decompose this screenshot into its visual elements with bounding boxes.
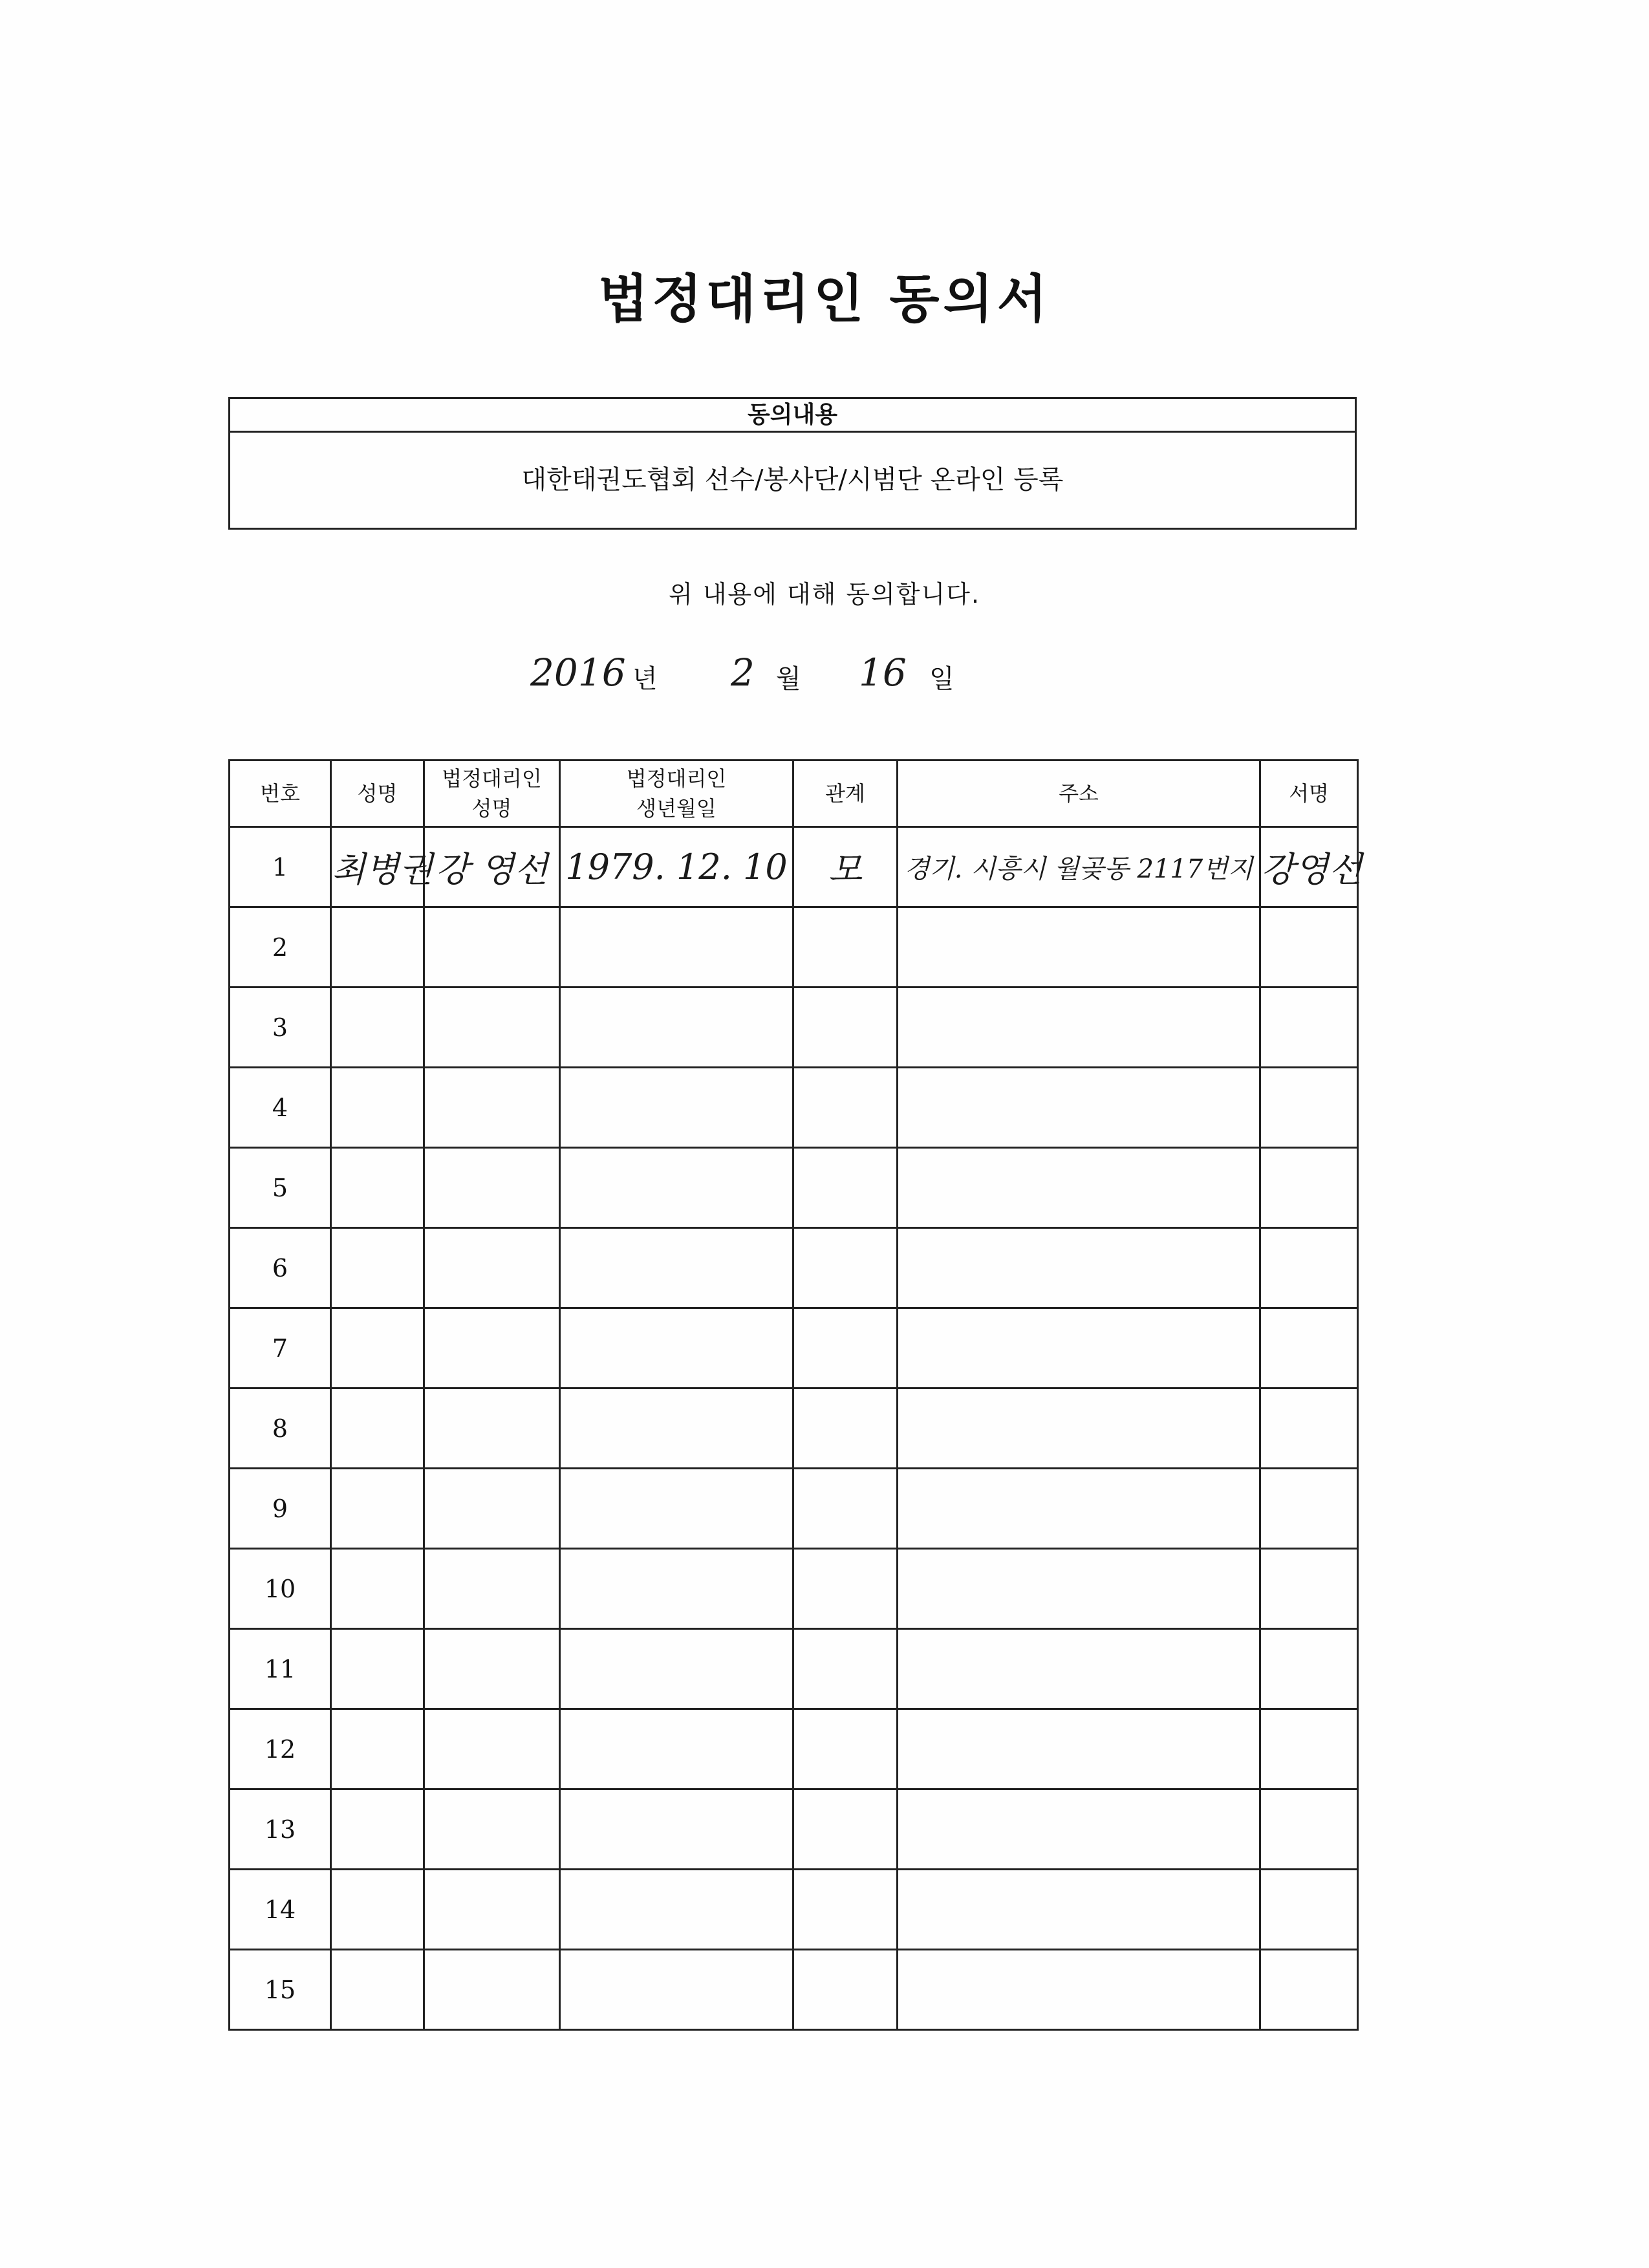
cell-relation-handwriting: 모: [828, 849, 863, 890]
cell-signature[interactable]: [1260, 1549, 1358, 1629]
cell-relation[interactable]: [793, 1308, 898, 1388]
cell-number: 3: [230, 988, 331, 1068]
cell-guardian-birth[interactable]: [560, 1148, 793, 1228]
consent-body: 대한태권도협회 선수/봉사단/시범단 온라인 등록: [521, 465, 1064, 495]
cell-guardian-name[interactable]: [424, 1308, 560, 1388]
cell-signature[interactable]: [1260, 1068, 1358, 1148]
cell-address[interactable]: [898, 1308, 1260, 1388]
header-guardian-birth-line2: 생년월일: [636, 796, 717, 821]
cell-address[interactable]: [898, 1068, 1260, 1148]
cell-relation[interactable]: [793, 1629, 898, 1709]
table-row: [230, 1950, 1358, 2030]
cell-address[interactable]: [898, 1549, 1260, 1629]
cell-address[interactable]: [898, 1789, 1260, 1870]
cell-signature[interactable]: [1260, 1469, 1358, 1549]
table-row: [230, 988, 1358, 1068]
cell-guardian-birth-handwriting: 1979. 12. 10: [565, 847, 788, 887]
cell-name[interactable]: [331, 1469, 424, 1549]
cell-name[interactable]: [331, 1549, 424, 1629]
cell-number: 10: [230, 1549, 331, 1629]
cell-number: 11: [230, 1629, 331, 1709]
cell-guardian-name[interactable]: [424, 1629, 560, 1709]
cell-relation[interactable]: [793, 1950, 898, 2030]
cell-name[interactable]: [331, 1789, 424, 1870]
cell-relation[interactable]: [793, 1549, 898, 1629]
cell-address[interactable]: [898, 1228, 1260, 1308]
cell-signature[interactable]: [1260, 1308, 1358, 1388]
cell-relation[interactable]: [793, 1068, 898, 1148]
cell-number: 12: [230, 1709, 331, 1789]
cell-guardian-birth[interactable]: [560, 1549, 793, 1629]
cell-guardian-name[interactable]: [424, 1469, 560, 1549]
cell-name[interactable]: [331, 1148, 424, 1228]
table-row: [230, 1469, 1358, 1549]
cell-address[interactable]: [898, 1148, 1260, 1228]
cell-guardian-name[interactable]: [424, 827, 560, 907]
cell-name[interactable]: [331, 1950, 424, 2030]
cell-guardian-birth[interactable]: [560, 1629, 793, 1709]
guardian-table: [228, 759, 1363, 2031]
cell-guardian-birth[interactable]: [560, 827, 793, 907]
cell-relation[interactable]: [793, 1148, 898, 1228]
cell-address[interactable]: [898, 827, 1260, 907]
header-relation: 관계: [793, 761, 898, 827]
cell-guardian-name-handwriting: 강 영선: [435, 849, 548, 890]
table-row: [230, 1709, 1358, 1789]
cell-relation[interactable]: [793, 1709, 898, 1789]
date-month-unit: 월: [776, 664, 801, 694]
cell-relation[interactable]: [793, 827, 898, 907]
table-body: [230, 827, 1363, 2030]
cell-guardian-birth[interactable]: [560, 1870, 793, 1950]
header-guardian-birth: [560, 761, 793, 827]
cell-signature[interactable]: [1260, 1870, 1358, 1950]
cell-guardian-name[interactable]: [424, 1228, 560, 1308]
cell-signature[interactable]: [1260, 907, 1358, 988]
cell-guardian-birth[interactable]: [560, 907, 793, 988]
table-row: [230, 1148, 1358, 1228]
cell-guardian-name[interactable]: [424, 1388, 560, 1469]
cell-signature[interactable]: [1260, 1789, 1358, 1870]
cell-guardian-name[interactable]: [424, 1789, 560, 1870]
cell-number: 7: [230, 1308, 331, 1388]
cell-signature[interactable]: [1260, 988, 1358, 1068]
table-row: [230, 1228, 1358, 1308]
cell-guardian-name[interactable]: [424, 1549, 560, 1629]
cell-relation[interactable]: [793, 1228, 898, 1308]
cell-guardian-name[interactable]: [424, 1068, 560, 1148]
date-year[interactable]: 2016: [530, 651, 626, 695]
header-signature: 서명: [1260, 761, 1358, 827]
cell-relation[interactable]: [793, 1388, 898, 1469]
cell-relation[interactable]: [793, 1789, 898, 1870]
table-row: [230, 827, 1358, 907]
cell-number: 15: [230, 1950, 331, 2030]
cell-signature[interactable]: [1260, 1709, 1358, 1789]
cell-name[interactable]: [331, 988, 424, 1068]
cell-guardian-name[interactable]: [424, 907, 560, 988]
cell-signature-handwriting: 강영선: [1261, 849, 1363, 890]
cell-guardian-name[interactable]: [424, 988, 560, 1068]
date-day-unit: 일: [929, 664, 954, 694]
cell-signature[interactable]: [1260, 1148, 1358, 1228]
header-guardian-birth-line1: 법정대리인: [626, 766, 727, 791]
cell-signature[interactable]: [1260, 1629, 1358, 1709]
cell-address[interactable]: [898, 1709, 1260, 1789]
cell-address[interactable]: [898, 1870, 1260, 1950]
cell-number: 1: [230, 827, 331, 907]
cell-name-handwriting: 최병권: [332, 849, 433, 890]
cell-address[interactable]: [898, 907, 1260, 988]
cell-number: 5: [230, 1148, 331, 1228]
cell-number: 9: [230, 1469, 331, 1549]
consent-header: 동의내용: [230, 399, 1355, 433]
cell-guardian-name[interactable]: [424, 1950, 560, 2030]
date-day[interactable]: 16: [859, 651, 907, 695]
header-number: 번호: [230, 761, 331, 827]
cell-number: 2: [230, 907, 331, 988]
cell-address[interactable]: [898, 988, 1260, 1068]
table-header-row: [230, 761, 1358, 827]
cell-name[interactable]: [331, 1308, 424, 1388]
header-name: 성명: [331, 761, 424, 827]
cell-guardian-birth[interactable]: [560, 988, 793, 1068]
cell-guardian-name[interactable]: [424, 1709, 560, 1789]
cell-address[interactable]: [898, 1950, 1260, 2030]
date-month[interactable]: 2: [731, 651, 755, 695]
cell-guardian-name[interactable]: [424, 1148, 560, 1228]
date-line: [0, 647, 1649, 705]
cell-relation[interactable]: [793, 1870, 898, 1950]
table-row: [230, 1629, 1358, 1709]
cell-number: 8: [230, 1388, 331, 1469]
cell-address-handwriting: 경기. 시흥시 월곶동 2117번지: [904, 854, 1253, 884]
cell-name[interactable]: [331, 827, 433, 907]
header-guardian-name: [424, 761, 560, 827]
cell-guardian-birth[interactable]: [560, 1228, 793, 1308]
cell-address[interactable]: [898, 1388, 1260, 1469]
date-year-unit: 년: [632, 664, 658, 694]
cell-relation[interactable]: [793, 1469, 898, 1549]
cell-number: 13: [230, 1789, 331, 1870]
cell-guardian-birth[interactable]: [560, 1308, 793, 1388]
cell-name[interactable]: [331, 1709, 424, 1789]
agreement-statement: 위 내용에 대해 동의합니다.: [668, 580, 981, 609]
cell-relation[interactable]: [793, 907, 898, 988]
cell-name[interactable]: [331, 1870, 424, 1950]
document-title: 법정대리인 동의서: [598, 269, 1051, 329]
cell-guardian-birth[interactable]: [560, 1388, 793, 1469]
header-guardian-name-line2: 성명: [471, 796, 512, 821]
table-row: [230, 1870, 1358, 1950]
table-row: [230, 1549, 1358, 1629]
header-address: 주소: [898, 761, 1260, 827]
cell-guardian-birth[interactable]: [560, 1068, 793, 1148]
consent-box: [228, 397, 1357, 530]
cell-name[interactable]: [331, 1388, 424, 1469]
cell-guardian-birth[interactable]: [560, 1469, 793, 1549]
cell-address[interactable]: [898, 1629, 1260, 1709]
cell-guardian-birth[interactable]: [560, 1709, 793, 1789]
cell-guardian-birth[interactable]: [560, 1950, 793, 2030]
cell-address[interactable]: [898, 1469, 1260, 1549]
cell-guardian-name[interactable]: [424, 1870, 560, 1950]
cell-guardian-birth[interactable]: [560, 1789, 793, 1870]
cell-relation[interactable]: [793, 988, 898, 1068]
cell-number: 6: [230, 1228, 331, 1308]
cell-name[interactable]: [331, 907, 424, 988]
header-guardian-name-line1: 법정대리인: [442, 766, 542, 791]
cell-signature[interactable]: [1260, 827, 1363, 907]
cell-number: 4: [230, 1068, 331, 1148]
table-row: [230, 1068, 1358, 1148]
cell-number: 14: [230, 1870, 331, 1950]
cell-name[interactable]: [331, 1068, 424, 1148]
table-row: [230, 1308, 1358, 1388]
cell-name[interactable]: [331, 1629, 424, 1709]
table-row: [230, 1388, 1358, 1469]
table-row: [230, 1789, 1358, 1870]
cell-signature[interactable]: [1260, 1950, 1358, 2030]
table-row: [230, 907, 1358, 988]
cell-signature[interactable]: [1260, 1388, 1358, 1469]
cell-signature[interactable]: [1260, 1228, 1358, 1308]
cell-name[interactable]: [331, 1228, 424, 1308]
